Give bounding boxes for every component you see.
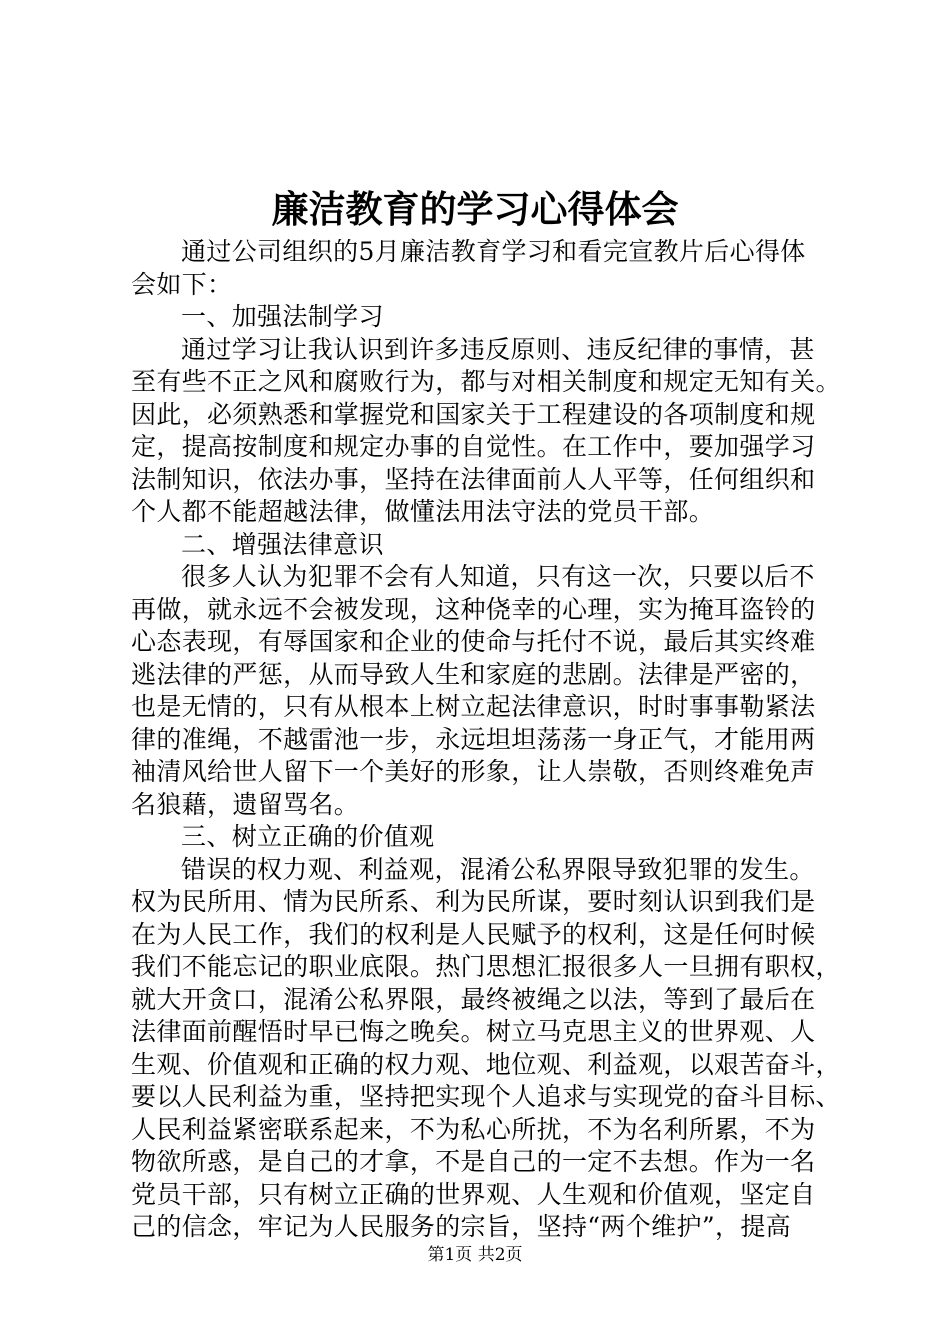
- text-line: 很多人认为犯罪不会有人知道，只有这一次，只要以后不: [181, 562, 815, 591]
- text-line: 在为人民工作，我们的权利是人民赋予的权利，这是任何时候: [131, 919, 816, 949]
- text-line: 己的信念，牢记为人民服务的宗旨，坚持“两个维护”，提高: [131, 1212, 792, 1241]
- text-line: 逃法律的严惩，从而导致人生和家庭的悲剧。法律是严密的，: [131, 659, 816, 689]
- text-line: 我们不能忘记的职业底限。热门思想汇报很多人一旦拥有职权，: [131, 952, 841, 981]
- text-line: 因此，必须熟悉和掌握党和国家关于工程建设的各项制度和规: [131, 399, 816, 429]
- text-line: 个人都不能超越法律，做懂法用法守法的党员干部。: [131, 497, 715, 526]
- text-line: 再做，就永远不会被发现，这种侥幸的心理，实为掩耳盗铃的: [131, 594, 816, 624]
- text-line: 错误的权力观、利益观，混淆公私界限导致犯罪的发生。: [181, 854, 815, 884]
- document-body: [131, 236, 841, 1244]
- text-line: 法律面前醒悟时早已悔之晚矣。树立马克思主义的世界观、人: [131, 1017, 816, 1046]
- text-line: 也是无情的，只有从根本上树立起法律意识，时时事事勒紧法: [131, 692, 816, 721]
- text-line: 至有些不正之风和腐败行为，都与对相关制度和规定无知有关。: [131, 367, 841, 396]
- section-heading: 三、树立正确的价值观: [181, 822, 435, 851]
- document-title: 廉洁教育的学习心得体会: [271, 187, 679, 231]
- page-number: 第1页 共2页: [427, 1245, 523, 1265]
- text-line: 名狼藉，遗留骂名。: [131, 789, 360, 819]
- text-line: 律的准绳，不越雷池一步，永远坦坦荡荡一身正气，才能用两: [131, 724, 816, 754]
- section-heading: 二、增强法律意识: [181, 529, 384, 559]
- text-line: 党员干部，只有树立正确的世界观、人生观和价值观，坚定自: [131, 1179, 816, 1209]
- text-line: 人民利益紧密联系起来，不为私心所扰，不为名利所累，不为: [131, 1114, 816, 1144]
- text-line: 定，提高按制度和规定办事的自觉性。在工作中，要加强学习: [131, 432, 816, 461]
- text-line: 物欲所惑，是自己的才拿，不是自己的一定不去想。作为一名: [131, 1147, 816, 1176]
- text-line: 袖清风给世人留下一个美好的形象，让人崇敬，否则终难免声: [131, 757, 816, 786]
- text-line: 法制知识，依法办事，坚持在法律面前人人平等，任何组织和: [131, 464, 816, 494]
- section-heading: 一、加强法制学习: [181, 302, 384, 331]
- text-line: 通过学习让我认识到许多违反原则、违反纪律的事情，甚: [181, 334, 815, 364]
- text-line: 权为民所用、情为民所系、利为民所谋，要时刻认识到我们是: [131, 887, 816, 916]
- text-line: 要以人民利益为重，坚持把实现个人追求与实现党的奋斗目标、: [131, 1082, 841, 1111]
- text-line: 就大开贪口，混淆公私界限，最终被绳之以法，等到了最后在: [131, 984, 816, 1014]
- text-line: 生观、价值观和正确的权力观、地位观、利益观，以艰苦奋斗，: [131, 1049, 841, 1079]
- text-line: 会如下：: [131, 269, 233, 299]
- text-line: 通过公司组织的5月廉洁教育学习和看完宣教片后心得体: [181, 237, 806, 266]
- text-line: 心态表现，有辱国家和企业的使命与托付不说，最后其实终难: [131, 627, 816, 656]
